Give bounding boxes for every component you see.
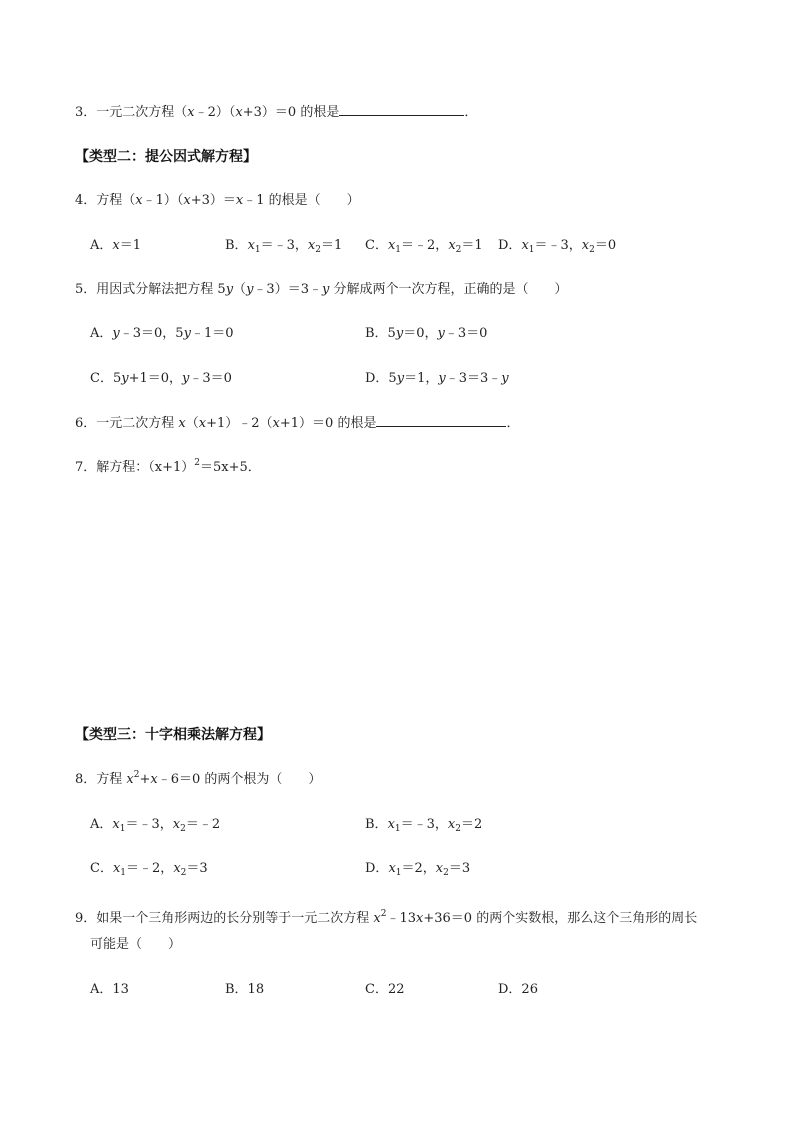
section-heading-type-2: 【类型二：提公因式解方程】 xyxy=(75,149,257,165)
question-3 xyxy=(75,103,477,122)
section-heading-type-3: 【类型三：十字相乘法解方程】 xyxy=(75,727,271,743)
question-5-stem: 5．用因式分解法把方程 5y（y﹣3）＝3﹣y 分解成两个一次方程，正确的是（ ） xyxy=(75,282,568,297)
question-8-option-a[interactable]: A．$x_1=﹣3$，$x_2=﹣2$ xyxy=(90,817,221,834)
question-8-option-b[interactable]: B．$x_1=﹣3$，$x_2=2$ xyxy=(365,817,483,834)
question-4-option-c[interactable]: C．$x_1=﹣2$，$x_2=1$ xyxy=(365,238,483,255)
question-4-option-d[interactable]: D．$x_1=﹣3$，$x_2=0$ xyxy=(498,238,617,255)
question-8-option-d[interactable]: D．$x_1=2$，$x_2=3$ xyxy=(365,861,471,878)
question-4-option-b[interactable]: B．$x_1=﹣3$，$x_2=1$ xyxy=(225,238,343,255)
question-9-stem-line-2: 可能是（ ） xyxy=(90,937,182,952)
question-3-suffix: ． xyxy=(464,105,478,120)
question-4-stem: 4．方程（x﹣1）（x+3）＝x﹣1 的根是（ ） xyxy=(75,193,360,208)
question-9-stem-line-1: 9．如果一个三角形两边的长分别等于一元二次方程 $x^2﹣13x+36=0$ 的两个实数根，那么这个三角形的周长 xyxy=(75,909,698,926)
question-5-option-d[interactable]: D．5y＝1，y﹣3＝3﹣y xyxy=(365,371,509,386)
question-9-option-c[interactable]: C．22 xyxy=(365,982,405,997)
question-8-option-c[interactable]: C．$x_1=﹣2$，$x_2=3$ xyxy=(90,861,208,878)
question-5-option-b[interactable]: B．5y＝0，y﹣3＝0 xyxy=(365,326,488,341)
answer-blank[interactable] xyxy=(376,414,506,427)
question-7: 7．解方程：$(x+1)^2=5x+5$． xyxy=(75,458,261,475)
question-5-option-c[interactable]: C．5y+1＝0，y﹣3＝0 xyxy=(90,371,232,386)
question-3-text: 3．一元二次方程（x﹣2）（x+3）＝0 的根是 xyxy=(75,105,340,120)
question-5-option-a[interactable]: A．y﹣3＝0，5y﹣1＝0 xyxy=(90,326,234,341)
question-9-option-d[interactable]: D．26 xyxy=(498,982,538,997)
question-6: 6．一元二次方程 x（x+1）﹣2（x+1）＝0 的根是 ． xyxy=(75,416,520,431)
answer-blank[interactable] xyxy=(339,103,464,116)
question-9-option-a[interactable]: A．13 xyxy=(90,982,129,997)
question-9-option-b[interactable]: B．18 xyxy=(225,982,265,997)
question-8-stem: 8．方程 $x^2+x﹣6=0$ 的两个根为（ ） xyxy=(75,770,322,787)
question-4-option-a[interactable]: A．x＝1 xyxy=(90,238,142,253)
question-6-suffix: ． xyxy=(506,416,520,431)
